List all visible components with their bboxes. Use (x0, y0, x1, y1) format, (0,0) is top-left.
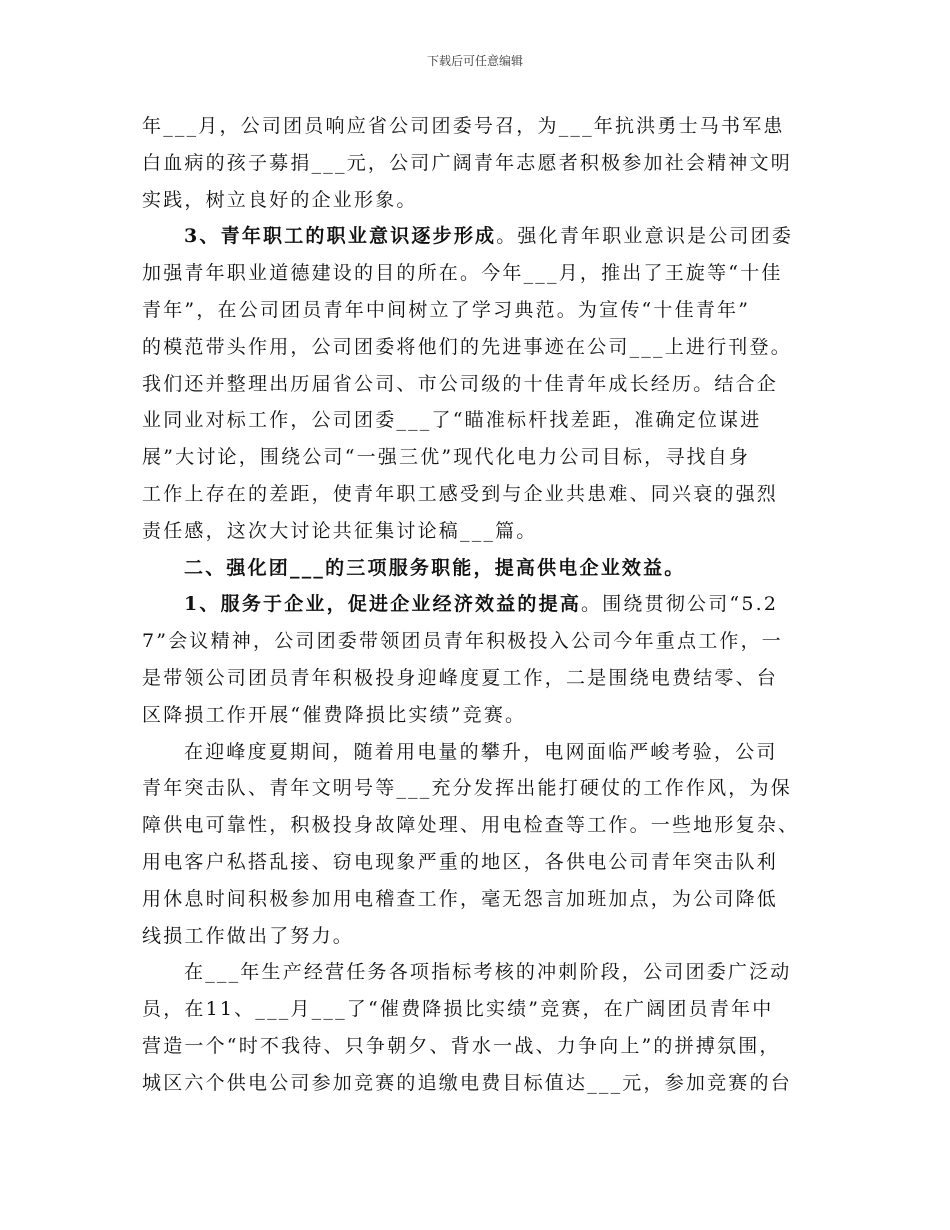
text-segment: 责任感，这次大讨论共征集讨论稿___篇。 (142, 519, 538, 542)
text-line (142, 881, 822, 918)
text-segment: 青年”，在公司团员青年中间树立了学习典范。为宣传“十佳青年” (142, 298, 751, 321)
text-segment: 。强化青年职业意识是公司团委 (496, 225, 794, 248)
text-line (142, 734, 822, 771)
text-segment: 城区六个供电公司参加竞赛的追缴电费目标值达___元，参加竞赛的台 (142, 1071, 792, 1094)
text-line (142, 770, 822, 807)
text-line (142, 844, 822, 881)
text-line (142, 292, 822, 329)
text-segment: 青年突击队、青年文明号等___充分发挥出能打硬仗的工作作风，为保 (142, 777, 792, 800)
text-segment: 业同业对标工作，公司团委___了“瞄准标杆找差距，准确定位谋进 (142, 409, 762, 432)
text-segment: 线损工作做出了努力。 (142, 924, 355, 947)
text-segment: 用电客户私搭乱接、窃电现象严重的地区，各供电公司青年突击队利 (142, 850, 779, 873)
text-line (142, 1065, 822, 1102)
text-line (142, 108, 822, 145)
text-segment: 展”大讨论，围绕公司“一强三优”现代化电力公司目标，寻找自身 (142, 446, 751, 469)
text-line (142, 513, 822, 550)
text-segment: 我们还并整理出历届省公司、市公司级的十佳青年成长经历。结合企 (142, 372, 779, 395)
bold-text: 二、强化团___的三项服务职能，提高供电企业效益。 (184, 556, 686, 579)
text-segment: 在迎峰度夏期间，随着用电量的攀升，电网面临严峻考验，公司 (184, 740, 778, 763)
text-segment: 年___月，公司团员响应省公司团委号召，为___年抗洪勇士马书军患 (142, 115, 785, 137)
text-line (142, 807, 822, 844)
bold-text: 3、青年职工的职业意识逐步形成 (184, 225, 497, 248)
text-line (142, 550, 822, 587)
page-header: 下载后可任意编辑 (426, 54, 523, 68)
text-line (142, 402, 822, 439)
text-segment: 员，在11、___月___了“催费降损比实绩”竞赛，在广阔团员青年中 (142, 998, 774, 1021)
text-line (142, 918, 822, 955)
document-body (142, 108, 822, 1102)
text-line (142, 439, 822, 476)
text-segment: 白血病的孩子募捐___元，公司广阔青年志愿者积极参加社会精神文明 (142, 151, 792, 174)
text-line (142, 991, 822, 1028)
text-segment: 营造一个“时不我待、只争朝夕、背水一战、力争向上”的拼搏氛围， (142, 1034, 781, 1057)
text-line (142, 623, 822, 660)
text-segment: 是带领公司团员青年积极投身迎峰度夏工作，二是围绕电费结零、台 (142, 666, 779, 689)
text-line (142, 660, 822, 697)
text-line (142, 366, 822, 403)
text-segment: 障供电可靠性，积极投身故障处理、用电检查等工作。一些地形复杂、 (142, 814, 800, 837)
text-line (142, 145, 822, 182)
text-segment: 。围绕贯彻公司“5.2 (581, 593, 779, 616)
text-line (142, 1028, 822, 1065)
text-segment: 用休息时间积极参加用电稽查工作，毫无怨言加班加点，为公司降低 (142, 887, 779, 910)
text-line (142, 218, 822, 255)
text-line (142, 954, 822, 991)
text-segment: 区降损工作开展“催费降损比实绩”竞赛。 (142, 703, 527, 726)
bold-text: 1、服务于企业，促进企业经济效益的提高 (184, 593, 582, 616)
text-line (142, 697, 822, 734)
text-line (142, 329, 822, 366)
text-line (142, 255, 822, 292)
text-segment: 工作上存在的差距，使青年职工感受到与企业共患难、同兴衰的强烈 (142, 482, 779, 505)
text-segment: 的模范带头作用，公司团委将他们的先进事迹在公司___上进行刊登。 (142, 335, 792, 358)
text-segment: 7”会议精神，公司团委带领团员青年积极投入公司今年重点工作，一 (142, 630, 784, 653)
text-segment: 实践，树立良好的企业形象。 (142, 188, 418, 211)
text-segment: 加强青年职业道德建设的目的所在。今年___月，推出了王旋等“十佳 (142, 262, 783, 285)
text-line (142, 476, 822, 513)
text-line (142, 586, 822, 623)
text-line (142, 182, 822, 219)
text-segment: 在___年生产经营任务各项指标考核的冲刺阶段，公司团委广泛动 (184, 961, 792, 984)
